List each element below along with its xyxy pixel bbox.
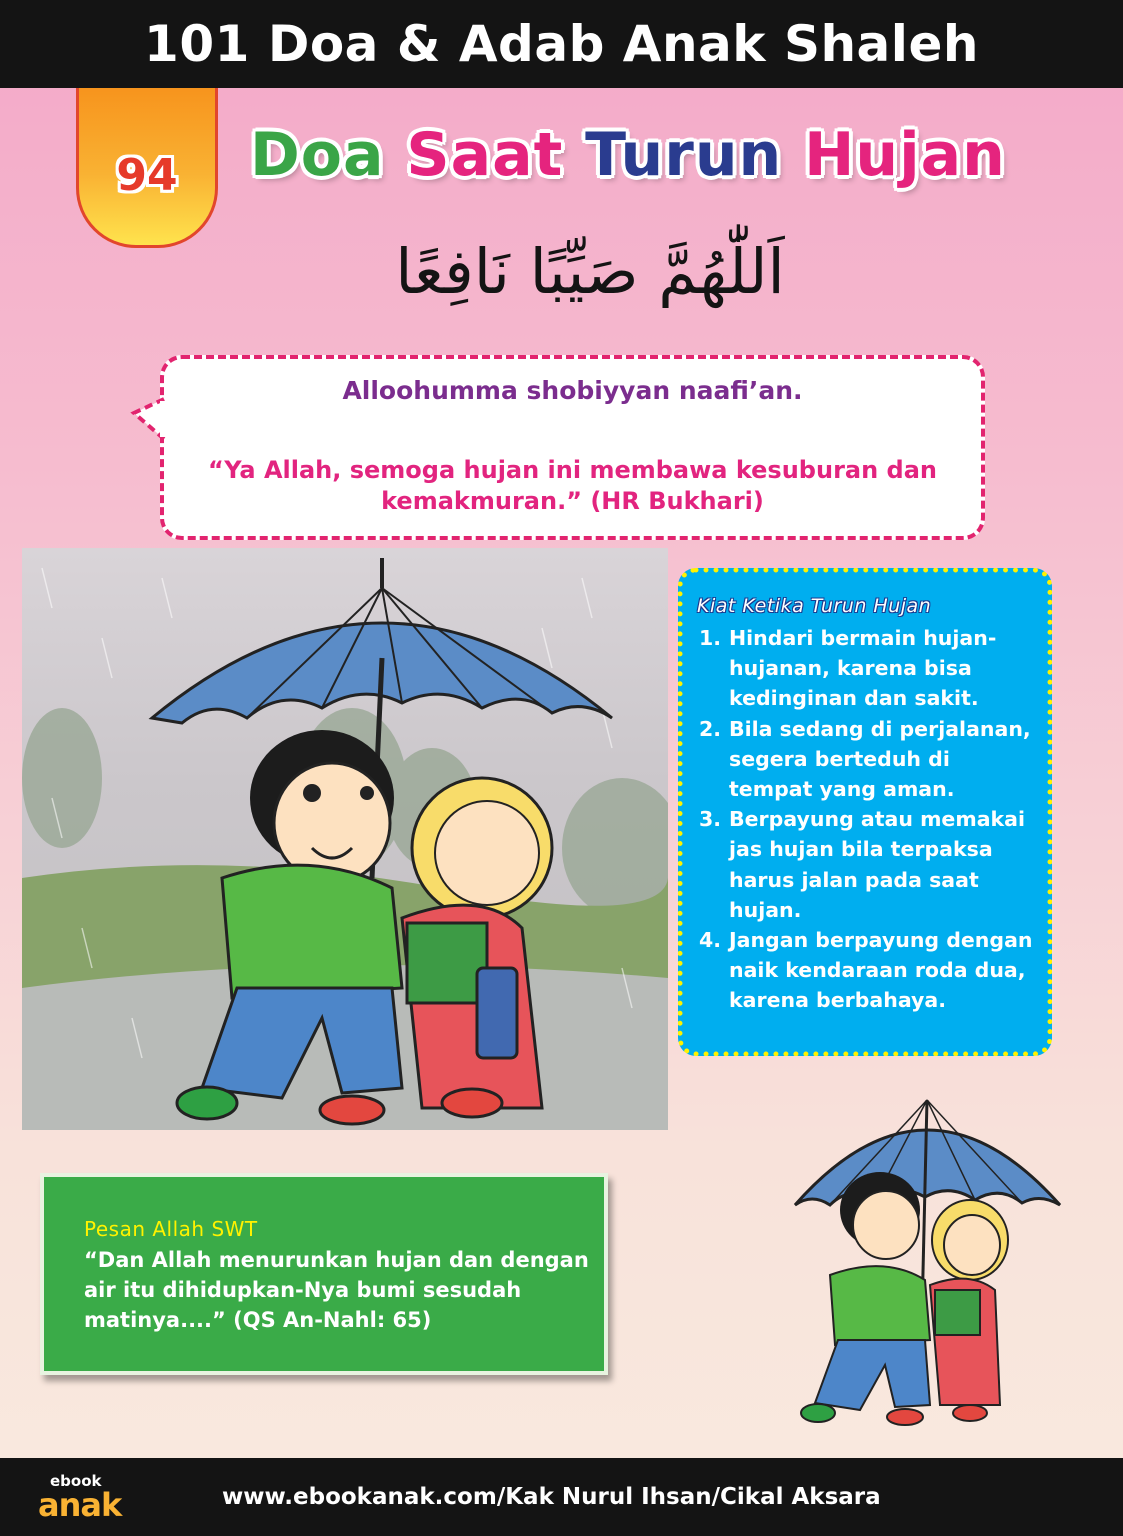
tips-list	[699, 623, 1039, 1016]
tip-text: Berpayung atau memakai jas hujan bila terpaksa harus jalan pada saat hujan.	[729, 807, 1026, 922]
rain-illustration	[22, 548, 668, 1130]
tips-title: Kiat Ketika Turun Hujan	[697, 595, 932, 617]
tip-item	[699, 714, 1039, 805]
lesson-number: 94	[116, 150, 178, 201]
page-title	[250, 120, 1010, 200]
title-word-turun: Turun	[585, 120, 783, 190]
arabic-prayer: اَللّٰهُمَّ صَيِّبًا نَافِعًا	[395, 235, 785, 308]
message-title: Pesan Allah SWT	[84, 1217, 258, 1241]
tip-text: Hindari bermain hujan-hujanan, karena bisa kedinginan dan sakit.	[729, 626, 997, 711]
logo-top-text: ebook	[50, 1472, 102, 1490]
tip-number: 1.	[699, 626, 722, 650]
prayer-transliteration: Alloohumma shobiyyan naafi’an.	[342, 376, 803, 405]
tip-item	[699, 925, 1039, 1016]
tips-box	[678, 568, 1052, 1056]
book-title: 101 Doa & Adab Anak Shaleh	[0, 0, 1123, 88]
tip-item	[699, 623, 1039, 714]
ebookanak-logo[interactable]	[38, 1472, 138, 1524]
title-word-hujan: Hujan	[804, 120, 1006, 190]
children-umbrella-illustration	[22, 548, 668, 1130]
message-text: “Dan Allah menurunkan hujan dan dengan air itu dihidupkan-Nya bumi sesudah matinya....” (QS An-Nahl: 65)	[84, 1248, 589, 1332]
lesson-number-badge	[76, 88, 218, 248]
title-word-saat: Saat	[406, 120, 564, 190]
tip-number: 3.	[699, 807, 722, 832]
tip-item	[699, 804, 1039, 925]
tip-text: Bila sedang di perjalanan, segera berteduh di tempat yang aman.	[729, 716, 1031, 802]
footer-bar	[0, 1458, 1123, 1536]
title-word-doa: Doa	[250, 120, 385, 190]
footer-credit: www.ebookanak.com/Kak Nurul Ihsan/Cikal Aksara	[222, 1484, 881, 1510]
message-box	[40, 1173, 608, 1375]
prayer-meaning: “Ya Allah, semoga hujan ini membawa kesuburan dan kemakmuran.” (HR Bukhari)	[208, 456, 937, 515]
tip-number: 2.	[699, 716, 722, 741]
logo-main-text: anak	[38, 1486, 122, 1524]
tip-text: Jangan berpayung dengan naik kendaraan roda dua, karena berbahaya.	[729, 928, 1033, 1013]
tip-number: 4.	[699, 928, 722, 953]
small-umbrella-illustration	[790, 1085, 1065, 1430]
